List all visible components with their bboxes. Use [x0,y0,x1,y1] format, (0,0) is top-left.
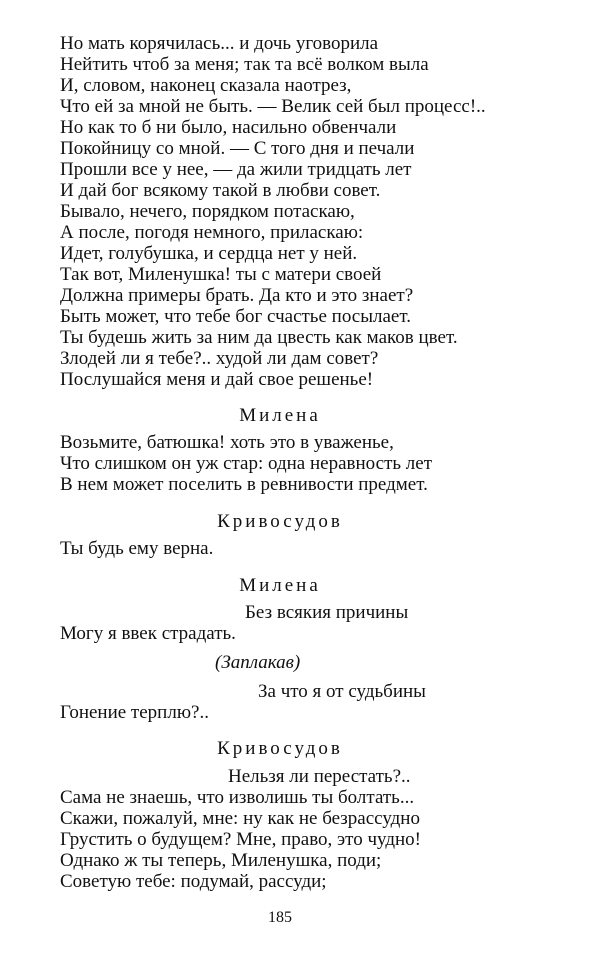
verse-line: Советую тебе: подумай, рассуди; [60,871,327,892]
verse-line: Должна примеры брать. Да кто и это знает? [60,285,414,306]
verse-line: Гонение терплю?.. [60,702,209,723]
speaker-name: Милена [239,575,321,596]
verse-line: Покойницу со мной. — С того дня и печали [60,138,415,159]
verse-line: Прошли все у нее, — да жили тридцать лет [60,159,412,180]
verse-line: И, словом, наконец сказала наотрез, [60,75,352,96]
verse-line: Скажи, пожалуй, мне: ну как не безрассудно [60,808,420,829]
verse-line: Злодей ли я тебе?.. худой ли дам совет? [60,348,379,369]
verse-line: Идет, голубушка, и сердца нет у ней. [60,243,358,264]
verse-line: Бывало, нечего, порядком потаскаю, [60,201,355,222]
verse-line: За что я от судьбины [258,681,426,702]
verse-line: И дай бог всякому такой в любви совет. [60,180,381,201]
verse-line: Могу я ввек страдать. [60,623,236,644]
verse-line: Послушайся меня и дай свое решенье! [60,369,374,390]
verse-line: Нейтить чтоб за меня; так та всё волком выла [60,54,429,75]
verse-line: Но как то б ни было, насильно обвенчали [60,117,397,138]
verse-line: Грустить о будущем? Мне, право, это чудно! [60,829,422,850]
verse-line: Так вот, Миленушка! ты с матери своей [60,264,382,285]
verse-line: Ты будешь жить за ним да цвесть как маков цвет. [60,327,458,348]
speaker-name: Милена [239,405,321,426]
verse-line: Возьмите, батюшка! хоть это в уваженье, [60,432,394,453]
verse-line: Но мать корячилась... и дочь уговорила [60,33,379,54]
verse-line: Что слишком он уж стар: одна неравность лет [60,453,433,474]
verse-line: А после, погодя немного, приласкаю: [60,222,364,243]
verse-line: Ты будь ему верна. [60,538,214,559]
verse-line: Однако ж ты теперь, Миленушка, поди; [60,850,382,871]
verse-line: Быть может, что тебе бог счастье посылает. [60,306,411,327]
page-number: 185 [268,909,292,926]
verse-line: Что ей за мной не быть. — Велик сей был процесс!.. [60,96,486,117]
speaker-name: Кривосудов [217,738,343,759]
speaker-name: Кривосудов [217,511,343,532]
verse-line: В нем может поселить в ревнивости предмет. [60,474,428,495]
verse-line: Нельзя ли перестать?.. [228,766,411,787]
verse-line: Без всякия причины [245,602,409,623]
stage-direction: (Заплакав) [215,652,301,673]
verse-line: Сама не знаешь, что изволишь ты болтать... [60,787,415,808]
